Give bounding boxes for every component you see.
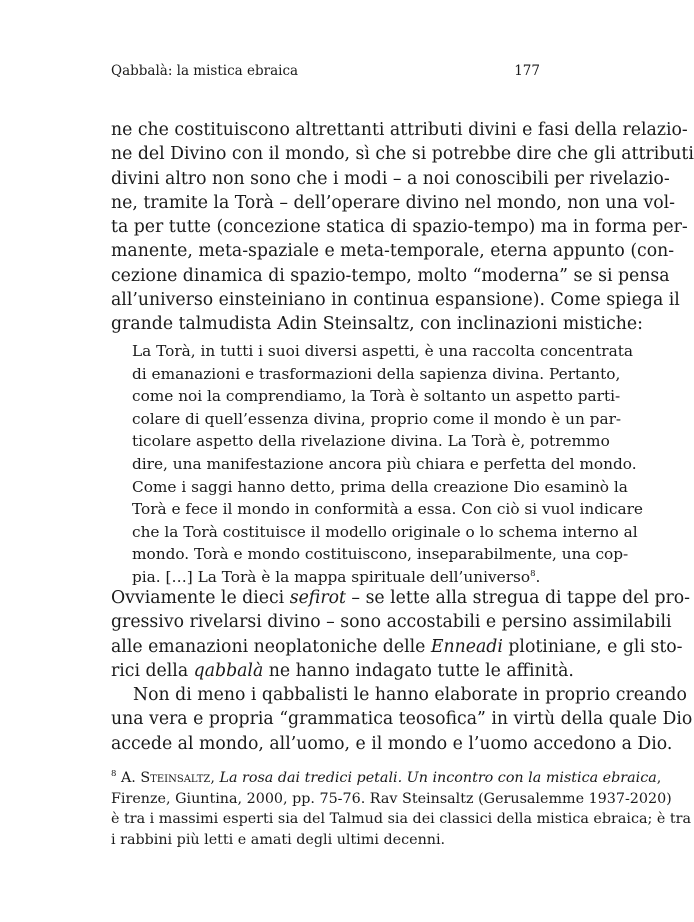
text-line: gressivo rivelarsi divino – sono accostabili e persino assimilabili bbox=[111, 612, 672, 633]
footnote-line: Firenze, Giuntina, 2000, pp. 75-76. Rav Steinsaltz (Gerusalemme 1937-2020) bbox=[111, 790, 672, 807]
text-run: ne hanno indagato tutte le affinità. bbox=[263, 660, 574, 681]
text-run: , bbox=[656, 770, 662, 786]
block-quote bbox=[132, 340, 643, 589]
quote-line: che la Torà costituisce il modello originale o lo schema interno al bbox=[132, 522, 638, 541]
paragraph-continuation bbox=[111, 118, 694, 337]
quote-text: pia. […] La Torà è la mappa spirituale dell’universo bbox=[132, 567, 531, 586]
text-run: rici della bbox=[111, 660, 194, 681]
text-line: grande talmudista Adin Steinsaltz, con inclinazioni mistiche: bbox=[111, 314, 643, 335]
quote-line: Torà e fece il mondo in conformità a essa. Con ciò si vuol indicare bbox=[132, 500, 643, 519]
text-line bbox=[111, 635, 683, 659]
text-run: , bbox=[210, 770, 220, 786]
footnote-line: i rabbini più letti e amati degli ultimi decenni. bbox=[111, 831, 446, 848]
text-run: – se lette alla stregua di tappe del pro- bbox=[345, 588, 691, 608]
page-number: 177 bbox=[514, 63, 540, 79]
text-run: alle emanazioni neoplatoniche delle bbox=[111, 636, 431, 657]
quote-line: mondo. Torà e mondo costituiscono, inseparabilmente, una cop- bbox=[132, 545, 629, 564]
footnote bbox=[111, 768, 691, 850]
quote-line: colare di quell’essenza divina, proprio come il mondo è un par- bbox=[132, 409, 622, 428]
quote-text-end: . bbox=[535, 567, 541, 586]
footnote-line: è tra i massimi esperti sia del Talmud sia dei classici della mistica ebraica; è tra bbox=[111, 811, 691, 828]
footnote-reference[interactable]: 8 bbox=[530, 568, 536, 579]
running-head-title: Qabbalà: la mistica ebraica bbox=[111, 63, 299, 79]
text-line bbox=[111, 586, 691, 610]
italic-term: sefirot bbox=[289, 588, 346, 608]
text-run: plotiniane, e gli sto- bbox=[502, 636, 683, 657]
paragraph-grammatica bbox=[111, 683, 693, 756]
text-line: ne che costituiscono altrettanti attributi divini e fasi della relazio- bbox=[111, 120, 688, 140]
text-line: Non di meno i qabbalisti le hanno elaborate in proprio creando bbox=[133, 685, 687, 705]
text-line: accede al mondo, all’uomo, e il mondo e l’uomo accedono a Dio. bbox=[111, 733, 673, 754]
text-line: manente, meta-spaziale e meta-temporale, eterna appunto (con- bbox=[111, 241, 675, 262]
quote-line: dire, una manifestazione ancora più chiara e perfetta del mondo. bbox=[132, 454, 637, 473]
text-line: ta per tutte (concezione statica di spazio-tempo) ma in forma per- bbox=[111, 217, 688, 238]
text-line: all’universo einsteiniano in continua espansione). Come spiega il bbox=[111, 290, 680, 311]
text-run: Ovviamente le dieci bbox=[111, 588, 290, 608]
text-line: una vera e propria “grammatica teosofica” in virtù della quale Dio bbox=[111, 709, 693, 730]
footnote-line bbox=[111, 768, 662, 789]
italic-term: qabbalà bbox=[193, 660, 264, 681]
quote-line: Come i saggi hanno detto, prima della creazione Dio esaminò la bbox=[132, 477, 628, 496]
quote-line: La Torà, in tutti i suoi diversi aspetti, è una raccolta concentrata bbox=[132, 342, 633, 360]
footnote-number: 8 bbox=[111, 769, 117, 780]
text-line: ne del Divino con il mondo, sì che si potrebbe dire che gli attributi bbox=[111, 144, 694, 165]
text-line: ne, tramite la Torà – dell’operare divino nel mondo, non una vol- bbox=[111, 192, 676, 213]
quote-line: di emanazioni e trasformazioni della sapienza divina. Pertanto, bbox=[132, 364, 621, 383]
italic-term: Enneadi bbox=[430, 636, 503, 657]
text-line: cezione dinamica di spazio-tempo, molto “moderna” se si pensa bbox=[111, 265, 670, 286]
text-line bbox=[111, 659, 574, 683]
text-line: divini altro non sono che i modi – a noi conoscibili per rivelazio- bbox=[111, 168, 670, 189]
paragraph-sefirot bbox=[111, 586, 691, 683]
quote-line: come noi la comprendiamo, la Torà è soltanto un aspetto parti- bbox=[132, 387, 621, 406]
footnote-author: A. Steinsaltz bbox=[120, 770, 211, 786]
footnote-book-title: La rosa dai tredici petali. Un incontro con la mistica ebraica bbox=[219, 770, 657, 786]
quote-line: ticolare aspetto della rivelazione divina. La Torà è, potremmo bbox=[132, 432, 610, 451]
